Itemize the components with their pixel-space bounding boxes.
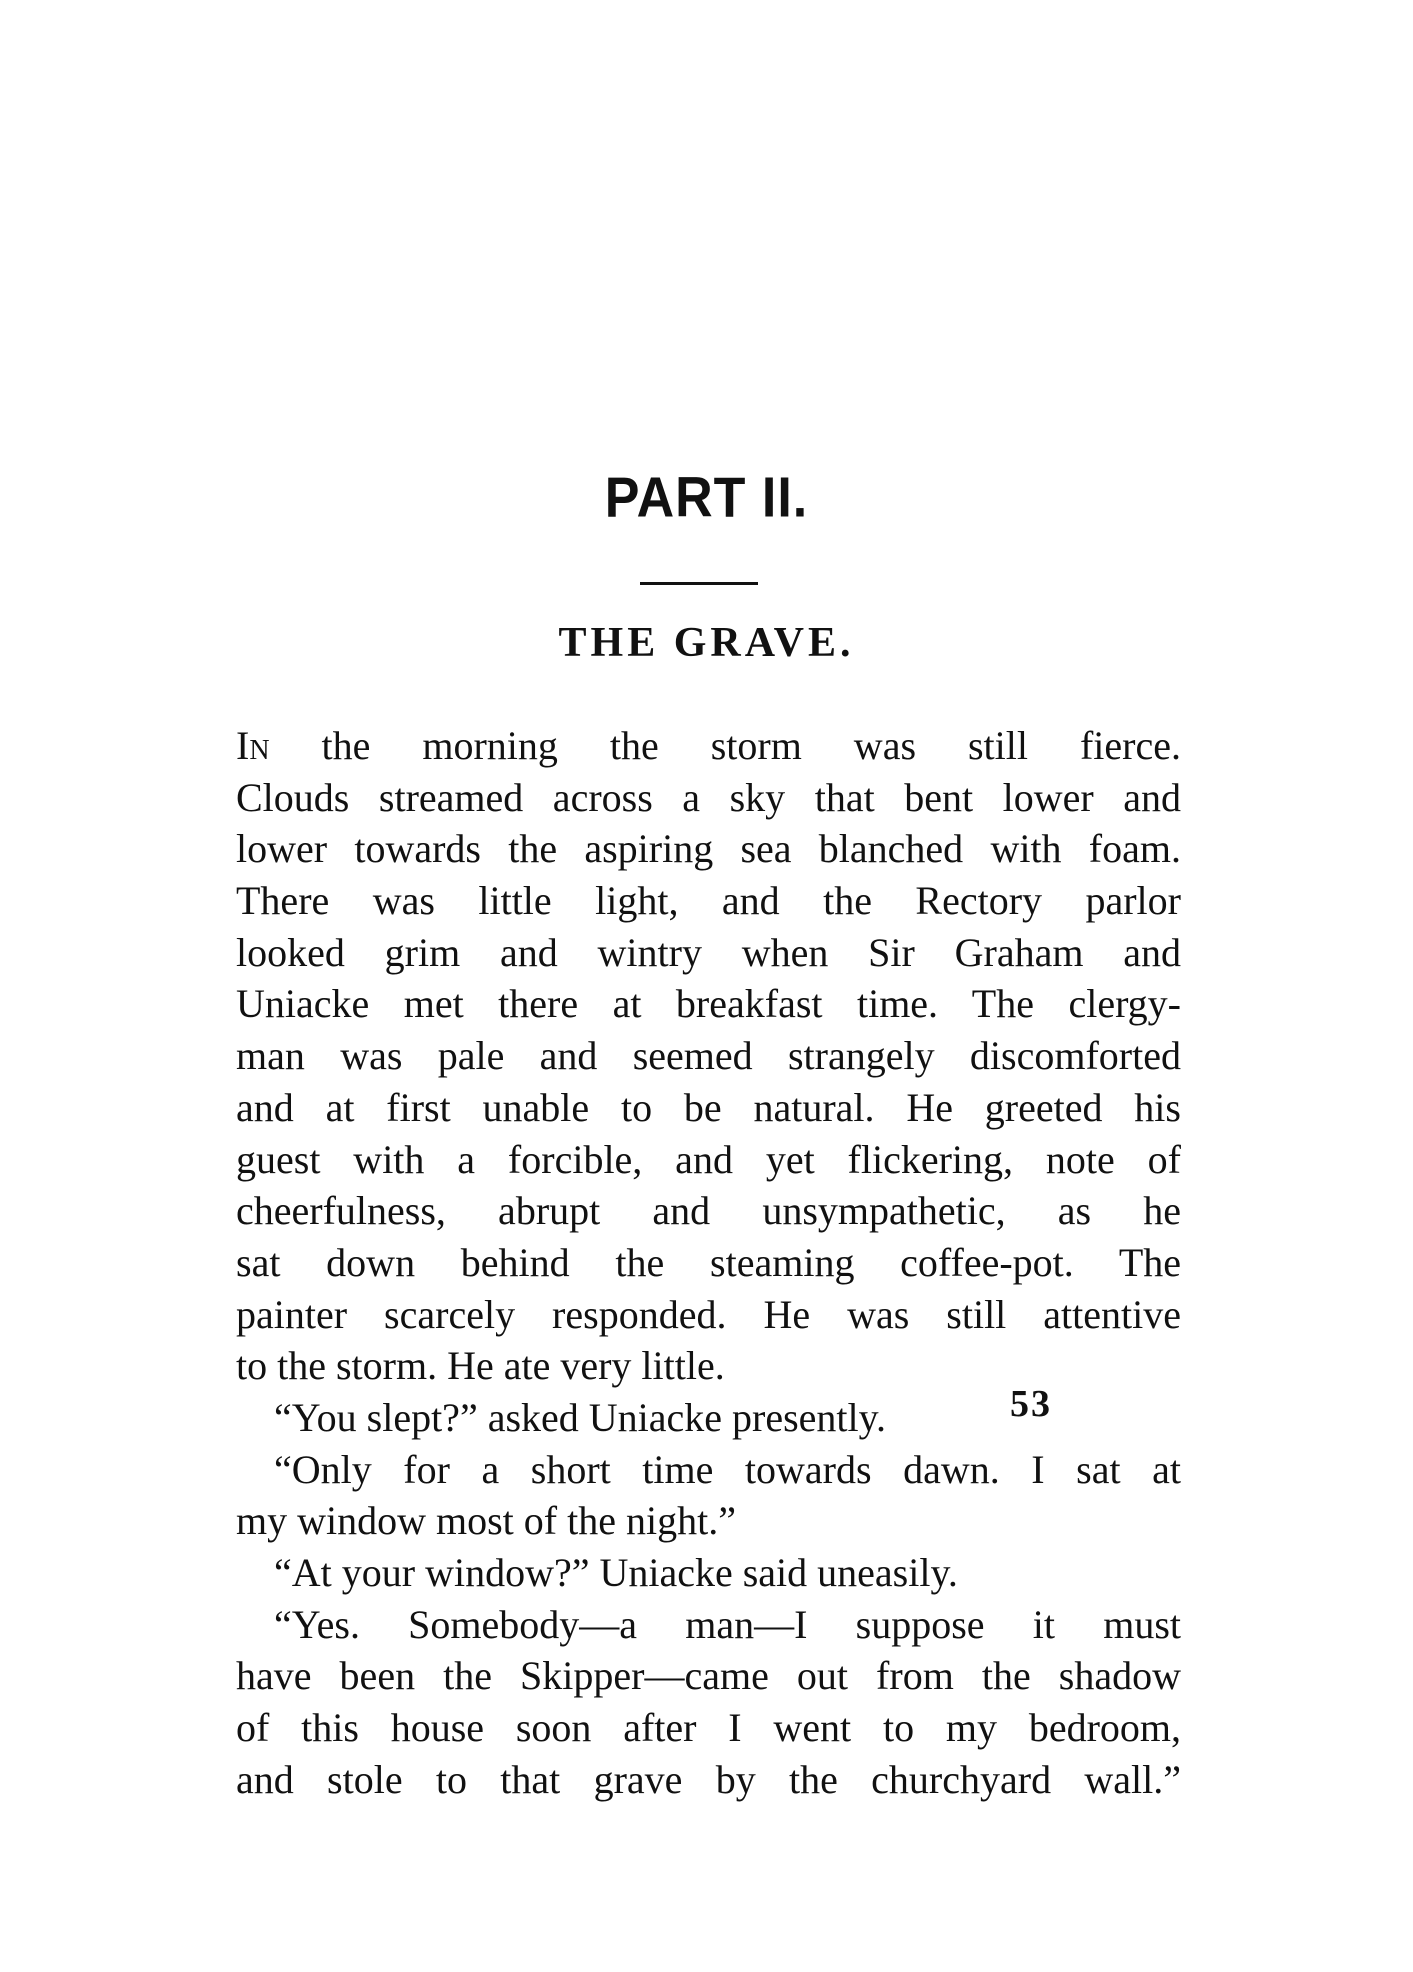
text-line-2: Clouds streamed across a sky that bent lower and	[236, 774, 1181, 820]
page-number: 53	[1010, 1383, 1052, 1425]
text-line-19: have been the Skipper—came out from the shadow	[236, 1653, 1181, 1699]
drop-word: In	[236, 723, 270, 768]
part-heading: PART II.	[604, 466, 809, 530]
text-line-20: of this house soon after I went to my bedroom,	[236, 1705, 1181, 1751]
text-line-13: to the storm. He ate very little.	[236, 1343, 725, 1389]
text-line-4: There was little light, and the Rectory parlor	[236, 878, 1181, 924]
text-line-12: painter scarcely responded. He was still attentive	[236, 1291, 1181, 1337]
text-line-14: “You slept?” asked Uniacke presently.	[274, 1394, 887, 1440]
first-line-text: the morning the storm was still fierce.	[269, 723, 1181, 768]
text-line-5: looked grim and wintry when Sir Graham and	[236, 929, 1181, 975]
text-line-8: and at first unable to be natural. He greeted his	[236, 1084, 1181, 1130]
heading-divider	[640, 582, 758, 585]
text-line-9: guest with a forcible, and yet flickering, note of	[236, 1136, 1181, 1182]
text-line-17: “At your window?” Uniacke said uneasily.	[274, 1550, 958, 1595]
text-line-16: my window most of the night.”	[236, 1498, 736, 1544]
text-line-6: Uniacke met there at breakfast time. The clergy-	[236, 981, 1181, 1027]
chapter-title: THE GRAVE.	[558, 620, 855, 666]
text-line-11: sat down behind the steaming coffee-pot. The	[236, 1239, 1181, 1285]
text-line-1	[236, 720, 1181, 772]
text-line-18: “Yes. Somebody—a man—I suppose it must	[274, 1601, 1181, 1647]
text-line-15: “Only for a short time towards dawn. I sat at	[274, 1446, 1181, 1492]
text-line-10: cheerfulness, abrupt and unsympathetic, as he	[236, 1188, 1181, 1234]
text-line-3: lower towards the aspiring sea blanched with foam.	[236, 826, 1181, 872]
text-line-7: man was pale and seemed strangely discomforted	[236, 1033, 1181, 1079]
text-line-21: and stole to that grave by the churchyard wall.”	[236, 1756, 1181, 1802]
body-text	[236, 720, 1181, 1805]
